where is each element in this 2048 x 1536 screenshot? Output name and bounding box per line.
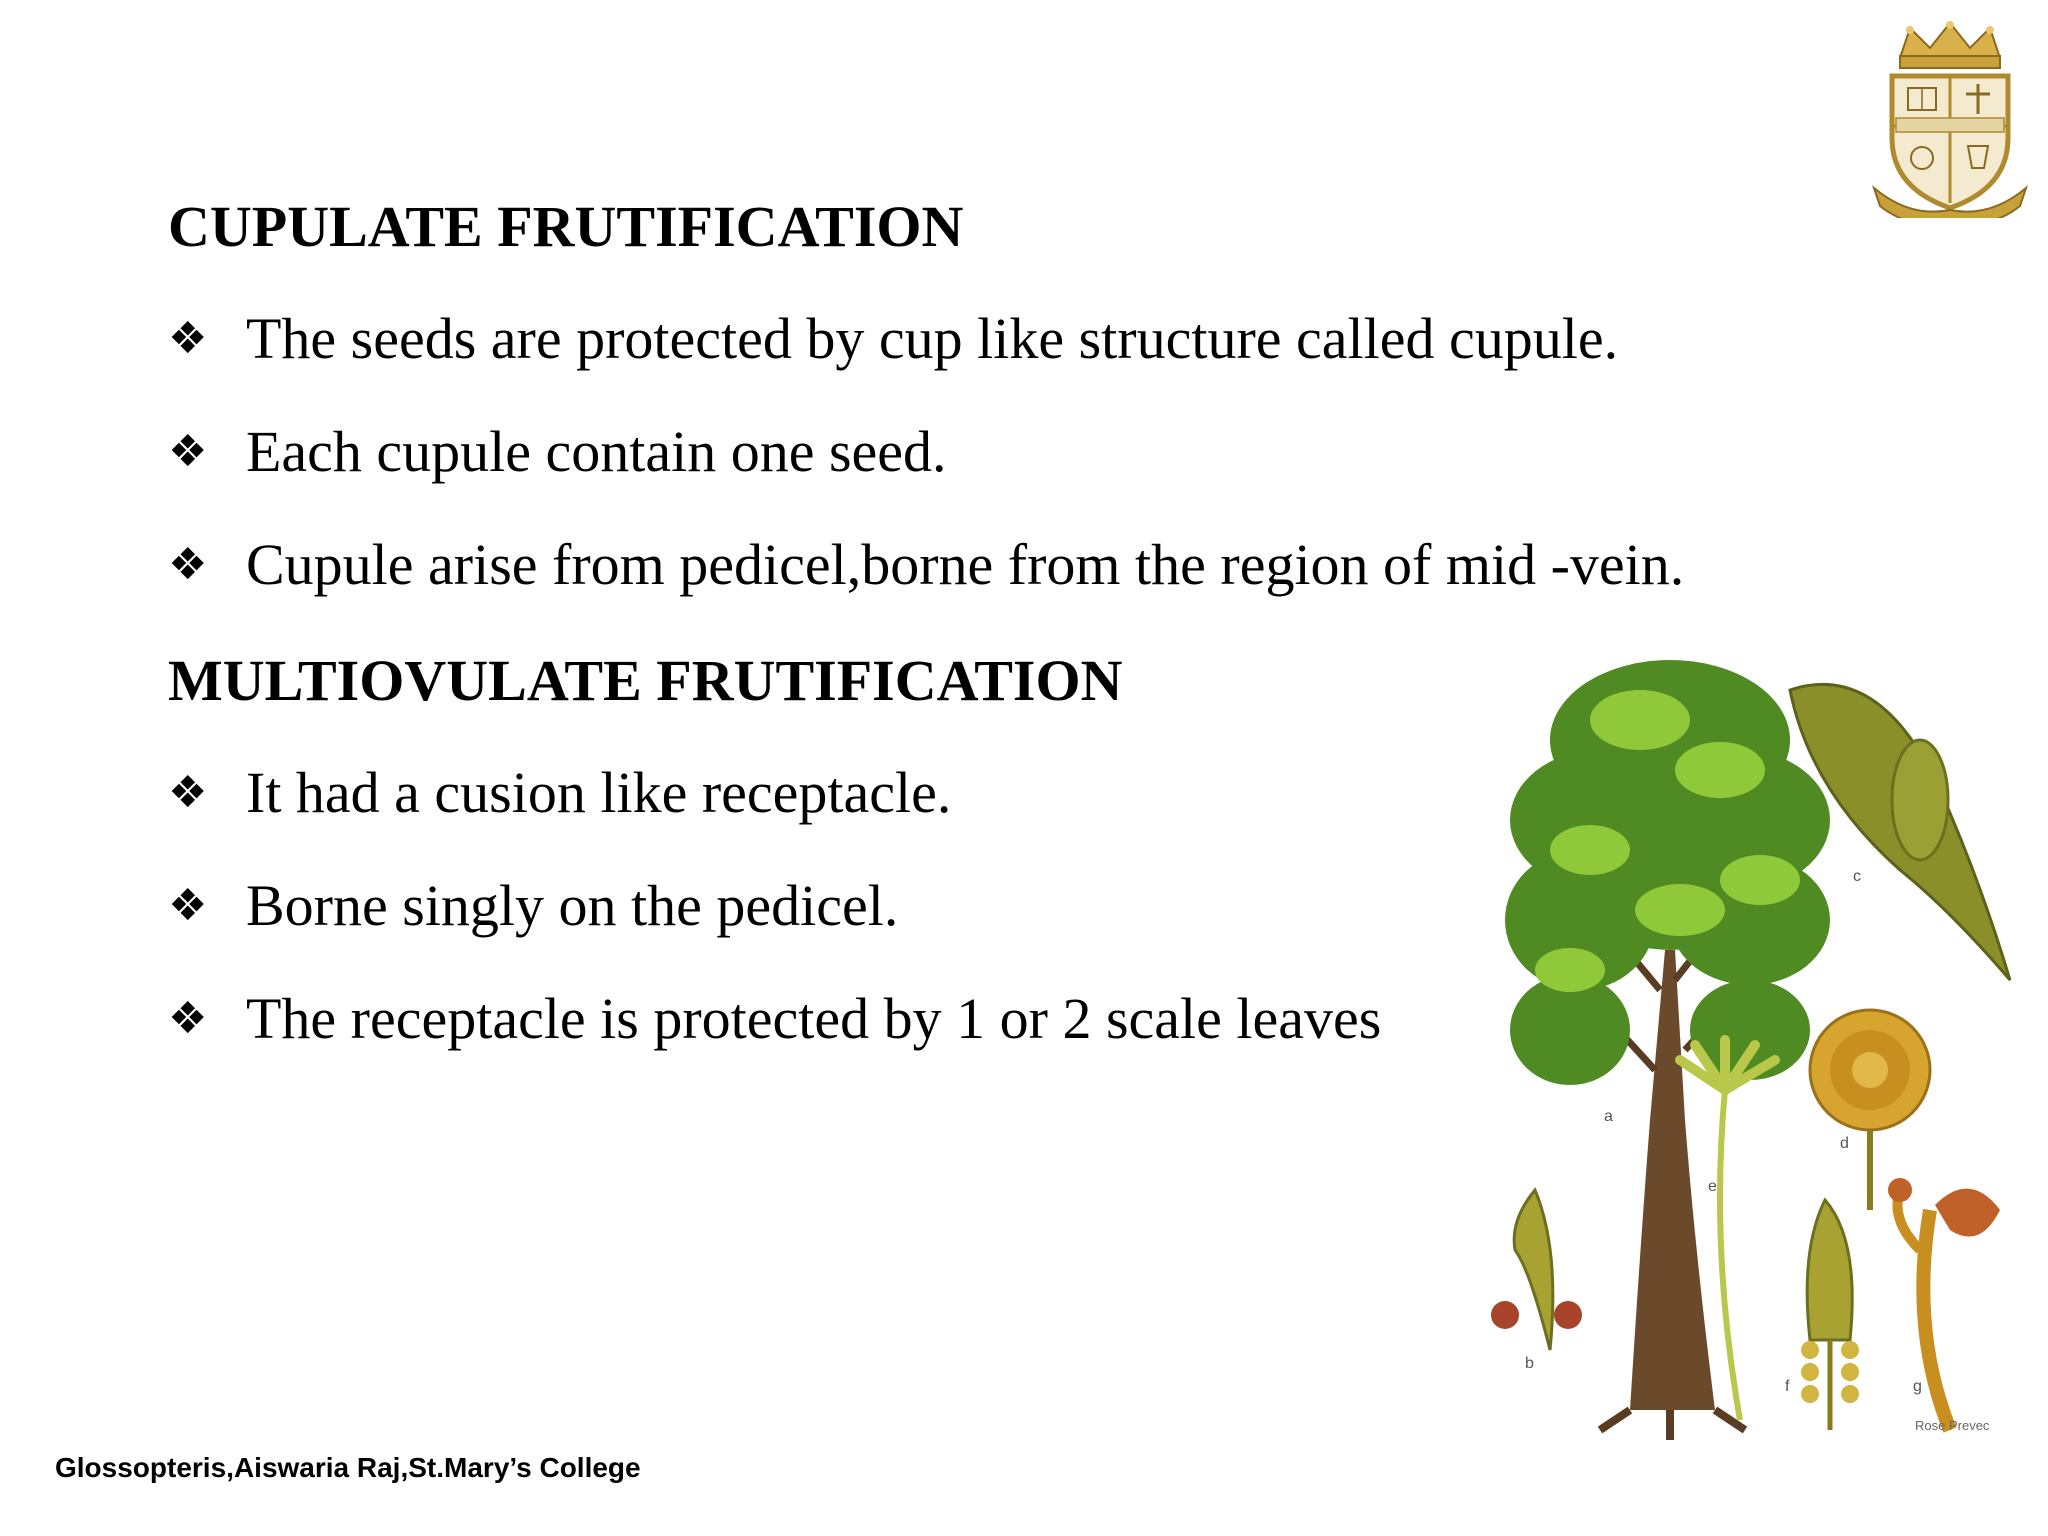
diamond-bullet-icon: ❖ (168, 993, 208, 1044)
diamond-bullet-icon: ❖ (168, 880, 208, 931)
illustration-label-a: a (1604, 1108, 1613, 1125)
footer-credit: Glossopteris,Aiswaria Raj,St.Mary’s College (55, 1452, 641, 1483)
illustration-label-d: d (1840, 1135, 1849, 1152)
illustration-label-e: e (1708, 1178, 1717, 1195)
college-crest-logo (1870, 18, 2030, 218)
section2-bullet-3 (168, 986, 1382, 1051)
diamond-bullet-icon: ❖ (168, 426, 208, 477)
diamond-bullet-icon: ❖ (168, 767, 208, 818)
illustration-credit: Rose Prevec (1915, 1418, 1990, 1433)
diamond-bullet-icon: ❖ (168, 313, 208, 364)
bullet-text: Borne singly on the pedicel. (246, 873, 899, 938)
section2-heading: MULTIOVULATE FRUTIFICATION (168, 648, 1123, 713)
section1-bullet-1 (168, 306, 1619, 371)
illustration-label-g: g (1913, 1378, 1922, 1395)
section2-bullet-1 (168, 760, 952, 825)
section2-bullet-2 (168, 873, 899, 938)
bullet-text: The receptacle is protected by 1 or 2 scale leaves (246, 986, 1382, 1051)
illustration-label-f: f (1785, 1378, 1790, 1395)
diamond-bullet-icon: ❖ (168, 539, 208, 590)
illustration-label-b: b (1525, 1355, 1534, 1372)
illustration-label-c: c (1853, 868, 1861, 885)
bullet-text: Each cupule contain one seed. (246, 419, 947, 484)
bullet-text: The seeds are protected by cup like structure called cupule. (246, 306, 1619, 371)
section1-heading: CUPULATE FRUTIFICATION (168, 194, 964, 259)
bullet-text: Cupule arise from pedicel,borne from the region of mid -vein. (246, 532, 1685, 597)
bullet-text: It had a cusion like receptacle. (246, 760, 952, 825)
glossopteris-illustration (1480, 650, 2020, 1450)
section1-bullet-3 (168, 532, 1685, 597)
section1-bullet-2 (168, 419, 947, 484)
